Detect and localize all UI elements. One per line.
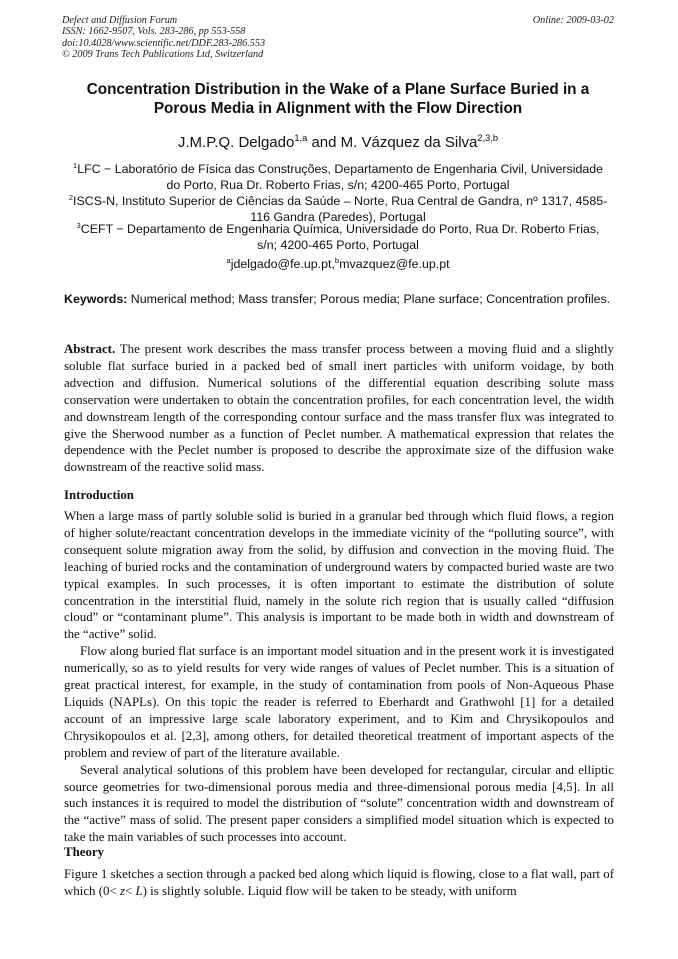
- author-2: M. Vázquez da Silva: [340, 134, 478, 151]
- affiliation-3-sup: 3: [76, 220, 81, 230]
- email-2[interactable]: mvazquez@fe.up.pt: [339, 257, 450, 271]
- keywords-label: Keywords:: [64, 292, 128, 306]
- theory-text-end: ) is slightly soluble. Liquid flow will be taken to be steady, with uniform: [142, 883, 517, 898]
- affiliation-1-line-1: LFC − Laboratório de Física das Construções, Departamento de Engenharia Civil, Universidade: [77, 162, 604, 176]
- paper-title: [62, 80, 614, 118]
- email-1-sup: a: [226, 255, 231, 265]
- online-date: Online: 2009-03-02: [532, 15, 614, 26]
- affiliation-3-line-1: CEFT − Departamento de Engenharia Química, Universidade do Porto, Rua Dr. Roberto Frias,: [80, 222, 600, 236]
- theory-heading: Theory: [64, 845, 105, 859]
- abstract-text: The present work describes the mass transfer process between a moving fluid and a slightly soluble flat surface buried in a packed bed of small inert particles with uniform voidage, by both advection and diffusion. Numerical solutions of the differential equation describing solute mass conservation were undertaken to obtain the concentration profiles, for each concentration level, the width and downstream length of the corresponding contour surface and the mass transfer flux was integrated to give the Sherwood number as a function of Peclet number. A mathematical expression that relates the dependence with the Peclet number is proposed to describe the approximate size of the diffusion wake downstream of the reactive solid mass.: [64, 342, 614, 475]
- theory-var-l: L: [135, 883, 143, 898]
- affiliation-2-line-2: 116 Gandra (Paredes), Portugal: [250, 210, 426, 224]
- affiliation-2-line-1: ISCS-N, Instituto Superior de Ciências da Saúde – Norte, Rua Central de Gandra, nº 1317, 4585-: [73, 194, 608, 208]
- abstract-label: Abstract.: [64, 342, 116, 356]
- title-line-2: Porous Media in Alignment with the Flow Direction: [153, 100, 523, 117]
- affiliation-1-line-2: do Porto, Rua Dr. Roberto Frias, s/n; 4200-465 Porto, Portugal: [166, 178, 510, 192]
- issn-line: ISSN: 1662-9507, Vols. 283-286, pp 553-558: [62, 26, 246, 38]
- theory-lt-1: <: [109, 883, 117, 898]
- email-2-sup: b: [334, 255, 340, 265]
- email-separator: ,: [331, 257, 335, 271]
- journal-header: [62, 15, 265, 60]
- copyright-line: © 2009 Trans Tech Publications Ltd, Switzerland: [62, 48, 264, 60]
- author-line: [62, 134, 614, 151]
- author-2-sup: 2,3,b: [477, 133, 499, 143]
- email-line: [62, 257, 614, 271]
- email-1[interactable]: jdelgado@fe.up.pt: [230, 257, 332, 271]
- affiliation-3: [62, 221, 614, 253]
- author-1: J.M.P.Q. Delgado: [177, 134, 295, 151]
- intro-paragraph-3: Several analytical solutions of this problem have been developed for rectangular, circular and elliptic source geometries for two-dimensional porous media and three-dimensional porous media [4,5]. In all such instances it is required to model the distribution of “solute” concentration width and downstream of the “active” mass of solid. The present paper considers a simplified model situation which is expected to take the main variables of such processes into account.: [64, 762, 614, 845]
- introduction-body: [64, 508, 614, 846]
- author-1-sup: 1,a: [294, 133, 308, 143]
- abstract: [64, 341, 614, 476]
- theory-text-start: Figure 1 sketches a section through a packed bed along which liquid is flowing, close to a flat wall, part of which (0: [64, 867, 614, 898]
- keywords: [64, 292, 614, 308]
- journal-name: Defect and Diffusion Forum: [62, 15, 178, 26]
- keywords-text: Numerical method; Mass transfer; Porous media; Plane surface; Concentration profiles.: [127, 292, 611, 306]
- theory-lt-2: <: [125, 883, 136, 898]
- doi-line: doi:10.4028/www.scientific.net/DDF.283-286.553: [62, 37, 266, 49]
- author-and: and: [307, 134, 341, 151]
- introduction-heading: Introduction: [64, 488, 134, 502]
- theory-var-z: z: [116, 883, 125, 898]
- intro-paragraph-1: When a large mass of partly soluble solid is buried in a granular bed through which fluid flows, a region of higher solute/reactant concentration develops in the immediate vicinity of the “polluting source”, with consequent solute migration away from the solid, by diffusion and convection in the moving fluid. The leaching of buried rocks and the contamination of underground waters by compacted buried waste are two typical examples. In such processes, it is often important to estimate the distribution of solute concentration in the interstitial fluid, namely in the solute rich region that is usually called “diffusion cloud” or “contaminant plume”. This analysis is important to be made both in width and downstream of the “active” solid.: [64, 509, 614, 642]
- title-line-1: Concentration Distribution in the Wake of a Plane Surface Buried in a: [86, 81, 590, 98]
- intro-paragraph-2: Flow along buried flat surface is an important model situation and in the present work it is investigated numerically, so as to yield results for very wide ranges of values of Peclet number. This is a situation of great practical interest, for example, in the study of contamination from pools of Non-Aqueous Phase Liquids (NAPLs). On this topic the reader is referred to Eberhardt and Grathwohl [1] for a detailed account of an impressive large scale laboratory experiment, and to Kim and Chrysikopoulos and Chrysikopoulos et al. [2,3], among others, for detailed theoretical treatment of important aspects of the problem and review of part of the literature available.: [64, 644, 614, 760]
- affiliation-1-sup: 1: [72, 160, 78, 170]
- affiliation-3-line-2: s/n; 4200-465 Porto, Portugal: [257, 238, 419, 252]
- theory-body: [64, 866, 614, 900]
- affiliation-2-sup: 2: [68, 192, 74, 202]
- affiliation-1: [62, 161, 614, 193]
